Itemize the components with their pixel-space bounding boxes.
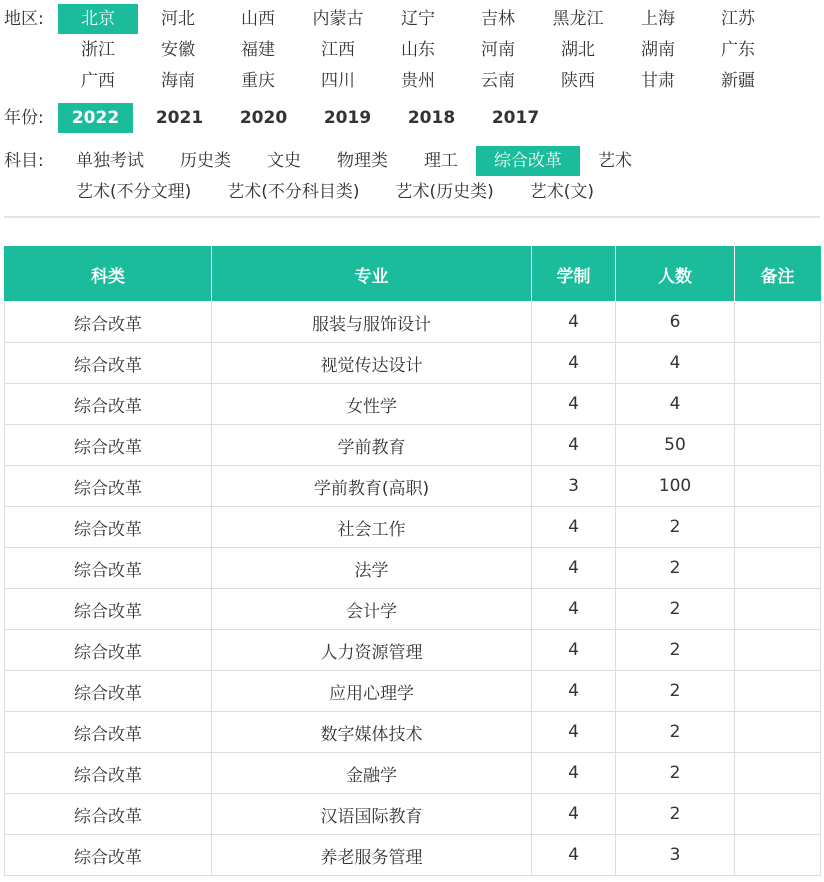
cell-duration: 4 xyxy=(532,630,616,671)
year-option[interactable]: 2018 xyxy=(407,108,456,128)
region-option[interactable]: 北京 xyxy=(58,4,138,34)
region-option[interactable]: 新疆 xyxy=(721,71,755,91)
subject-options xyxy=(58,146,778,208)
cell-duration: 4 xyxy=(532,671,616,712)
cell-category: 综合改革 xyxy=(5,425,212,466)
region-option[interactable]: 重庆 xyxy=(241,71,275,91)
year-filter xyxy=(0,103,562,133)
cell-duration: 4 xyxy=(532,425,616,466)
region-option[interactable]: 山东 xyxy=(401,40,435,60)
cell-duration: 4 xyxy=(532,302,616,343)
cell-major: 应用心理学 xyxy=(212,671,532,712)
cell-category: 综合改革 xyxy=(5,835,212,876)
cell-category: 综合改革 xyxy=(5,302,212,343)
subject-filter xyxy=(0,146,778,208)
region-option[interactable]: 山西 xyxy=(241,9,275,29)
region-option[interactable]: 四川 xyxy=(321,71,355,91)
cell-count: 2 xyxy=(616,630,735,671)
cell-note xyxy=(735,753,821,794)
cell-major: 汉语国际教育 xyxy=(212,794,532,835)
table-row xyxy=(5,753,821,794)
subject-option[interactable]: 单独考试 xyxy=(76,151,144,171)
cell-note xyxy=(735,671,821,712)
region-option[interactable]: 福建 xyxy=(241,40,275,60)
cell-category: 综合改革 xyxy=(5,753,212,794)
cell-category: 综合改革 xyxy=(5,630,212,671)
region-option[interactable]: 甘肃 xyxy=(641,71,675,91)
cell-note xyxy=(735,507,821,548)
cell-category: 综合改革 xyxy=(5,466,212,507)
cell-count: 2 xyxy=(616,794,735,835)
region-option[interactable]: 广西 xyxy=(81,71,115,91)
region-options xyxy=(58,4,824,97)
subject-option[interactable]: 艺术(历史类) xyxy=(395,182,494,202)
table-row xyxy=(5,794,821,835)
region-option[interactable]: 广东 xyxy=(721,40,755,60)
cell-count: 2 xyxy=(616,753,735,794)
cell-duration: 4 xyxy=(532,548,616,589)
subject-option[interactable]: 综合改革 xyxy=(476,146,580,176)
cell-count: 4 xyxy=(616,384,735,425)
cell-duration: 4 xyxy=(532,507,616,548)
region-option[interactable]: 安徽 xyxy=(161,40,195,60)
region-option[interactable]: 陕西 xyxy=(561,71,595,91)
header-note: 备注 xyxy=(735,247,821,302)
table-header-row xyxy=(5,247,821,302)
cell-note xyxy=(735,630,821,671)
table-row xyxy=(5,548,821,589)
region-option[interactable]: 吉林 xyxy=(481,9,515,29)
subject-option[interactable]: 历史类 xyxy=(180,151,231,171)
cell-major: 数字媒体技术 xyxy=(212,712,532,753)
region-option[interactable]: 河南 xyxy=(481,40,515,60)
table-row xyxy=(5,384,821,425)
cell-count: 2 xyxy=(616,548,735,589)
cell-major: 学前教育 xyxy=(212,425,532,466)
cell-duration: 4 xyxy=(532,753,616,794)
subject-option[interactable]: 文史 xyxy=(267,151,301,171)
cell-category: 综合改革 xyxy=(5,507,212,548)
cell-duration: 4 xyxy=(532,794,616,835)
cell-category: 综合改革 xyxy=(5,384,212,425)
header-major: 专业 xyxy=(212,247,532,302)
subject-option[interactable]: 艺术(不分科目类) xyxy=(227,182,360,202)
region-option[interactable]: 云南 xyxy=(481,71,515,91)
cell-category: 综合改革 xyxy=(5,794,212,835)
cell-count: 100 xyxy=(616,466,735,507)
cell-duration: 4 xyxy=(532,384,616,425)
table-row xyxy=(5,466,821,507)
major-table xyxy=(4,246,821,876)
cell-count: 3 xyxy=(616,835,735,876)
table-body xyxy=(5,302,821,876)
cell-note xyxy=(735,302,821,343)
region-option[interactable]: 湖北 xyxy=(561,40,595,60)
header-category: 科类 xyxy=(5,247,212,302)
cell-duration: 3 xyxy=(532,466,616,507)
table-row xyxy=(5,302,821,343)
cell-note xyxy=(735,384,821,425)
region-option[interactable]: 内蒙古 xyxy=(312,9,364,29)
region-option[interactable]: 贵州 xyxy=(401,71,435,91)
cell-note xyxy=(735,712,821,753)
table-row xyxy=(5,589,821,630)
cell-major: 服装与服饰设计 xyxy=(212,302,532,343)
cell-major: 养老服务管理 xyxy=(212,835,532,876)
region-option[interactable]: 浙江 xyxy=(81,40,115,60)
cell-major: 金融学 xyxy=(212,753,532,794)
subject-option[interactable]: 艺术(文) xyxy=(529,182,595,202)
cell-count: 6 xyxy=(616,302,735,343)
region-filter xyxy=(0,4,824,97)
table-row xyxy=(5,343,821,384)
section-divider xyxy=(4,216,820,218)
region-option[interactable]: 江西 xyxy=(321,40,355,60)
year-option[interactable]: 2020 xyxy=(239,108,288,128)
year-option[interactable]: 2019 xyxy=(323,108,372,128)
cell-note xyxy=(735,589,821,630)
table-row xyxy=(5,630,821,671)
cell-count: 2 xyxy=(616,589,735,630)
cell-note xyxy=(735,343,821,384)
cell-duration: 4 xyxy=(532,835,616,876)
table-row xyxy=(5,671,821,712)
cell-category: 综合改革 xyxy=(5,671,212,712)
year-label: 年份: xyxy=(4,108,44,128)
header-duration: 学制 xyxy=(532,247,616,302)
year-options xyxy=(58,103,562,133)
subject-label: 科目: xyxy=(4,151,44,171)
cell-duration: 4 xyxy=(532,343,616,384)
cell-count: 2 xyxy=(616,507,735,548)
year-option[interactable]: 2017 xyxy=(491,108,540,128)
cell-major: 视觉传达设计 xyxy=(212,343,532,384)
subject-option[interactable]: 艺术(不分文理) xyxy=(76,182,192,202)
subject-option[interactable]: 理工 xyxy=(424,151,458,171)
table-row xyxy=(5,712,821,753)
header-count: 人数 xyxy=(616,247,735,302)
region-option[interactable]: 江苏 xyxy=(721,9,755,29)
cell-major: 社会工作 xyxy=(212,507,532,548)
region-option[interactable]: 上海 xyxy=(641,9,675,29)
region-option[interactable]: 湖南 xyxy=(641,40,675,60)
cell-note xyxy=(735,548,821,589)
cell-major: 女性学 xyxy=(212,384,532,425)
year-option[interactable]: 2022 xyxy=(58,103,133,133)
cell-duration: 4 xyxy=(532,712,616,753)
region-option[interactable]: 黑龙江 xyxy=(552,9,604,29)
cell-note xyxy=(735,794,821,835)
cell-note xyxy=(735,835,821,876)
year-option[interactable]: 2021 xyxy=(155,108,204,128)
region-option[interactable]: 海南 xyxy=(161,71,195,91)
cell-note xyxy=(735,466,821,507)
cell-major: 学前教育(高职) xyxy=(212,466,532,507)
table-row xyxy=(5,425,821,466)
cell-note xyxy=(735,425,821,466)
cell-count: 2 xyxy=(616,712,735,753)
table-row xyxy=(5,507,821,548)
cell-major: 法学 xyxy=(212,548,532,589)
cell-category: 综合改革 xyxy=(5,343,212,384)
cell-category: 综合改革 xyxy=(5,548,212,589)
region-option[interactable]: 辽宁 xyxy=(401,9,435,29)
cell-major: 人力资源管理 xyxy=(212,630,532,671)
cell-category: 综合改革 xyxy=(5,589,212,630)
cell-duration: 4 xyxy=(532,589,616,630)
subject-option[interactable]: 物理类 xyxy=(337,151,388,171)
cell-category: 综合改革 xyxy=(5,712,212,753)
cell-count: 4 xyxy=(616,343,735,384)
subject-option[interactable]: 艺术 xyxy=(598,151,632,171)
table-row xyxy=(5,835,821,876)
region-option[interactable]: 河北 xyxy=(161,9,195,29)
cell-major: 会计学 xyxy=(212,589,532,630)
region-label: 地区: xyxy=(4,9,44,29)
cell-count: 50 xyxy=(616,425,735,466)
cell-count: 2 xyxy=(616,671,735,712)
